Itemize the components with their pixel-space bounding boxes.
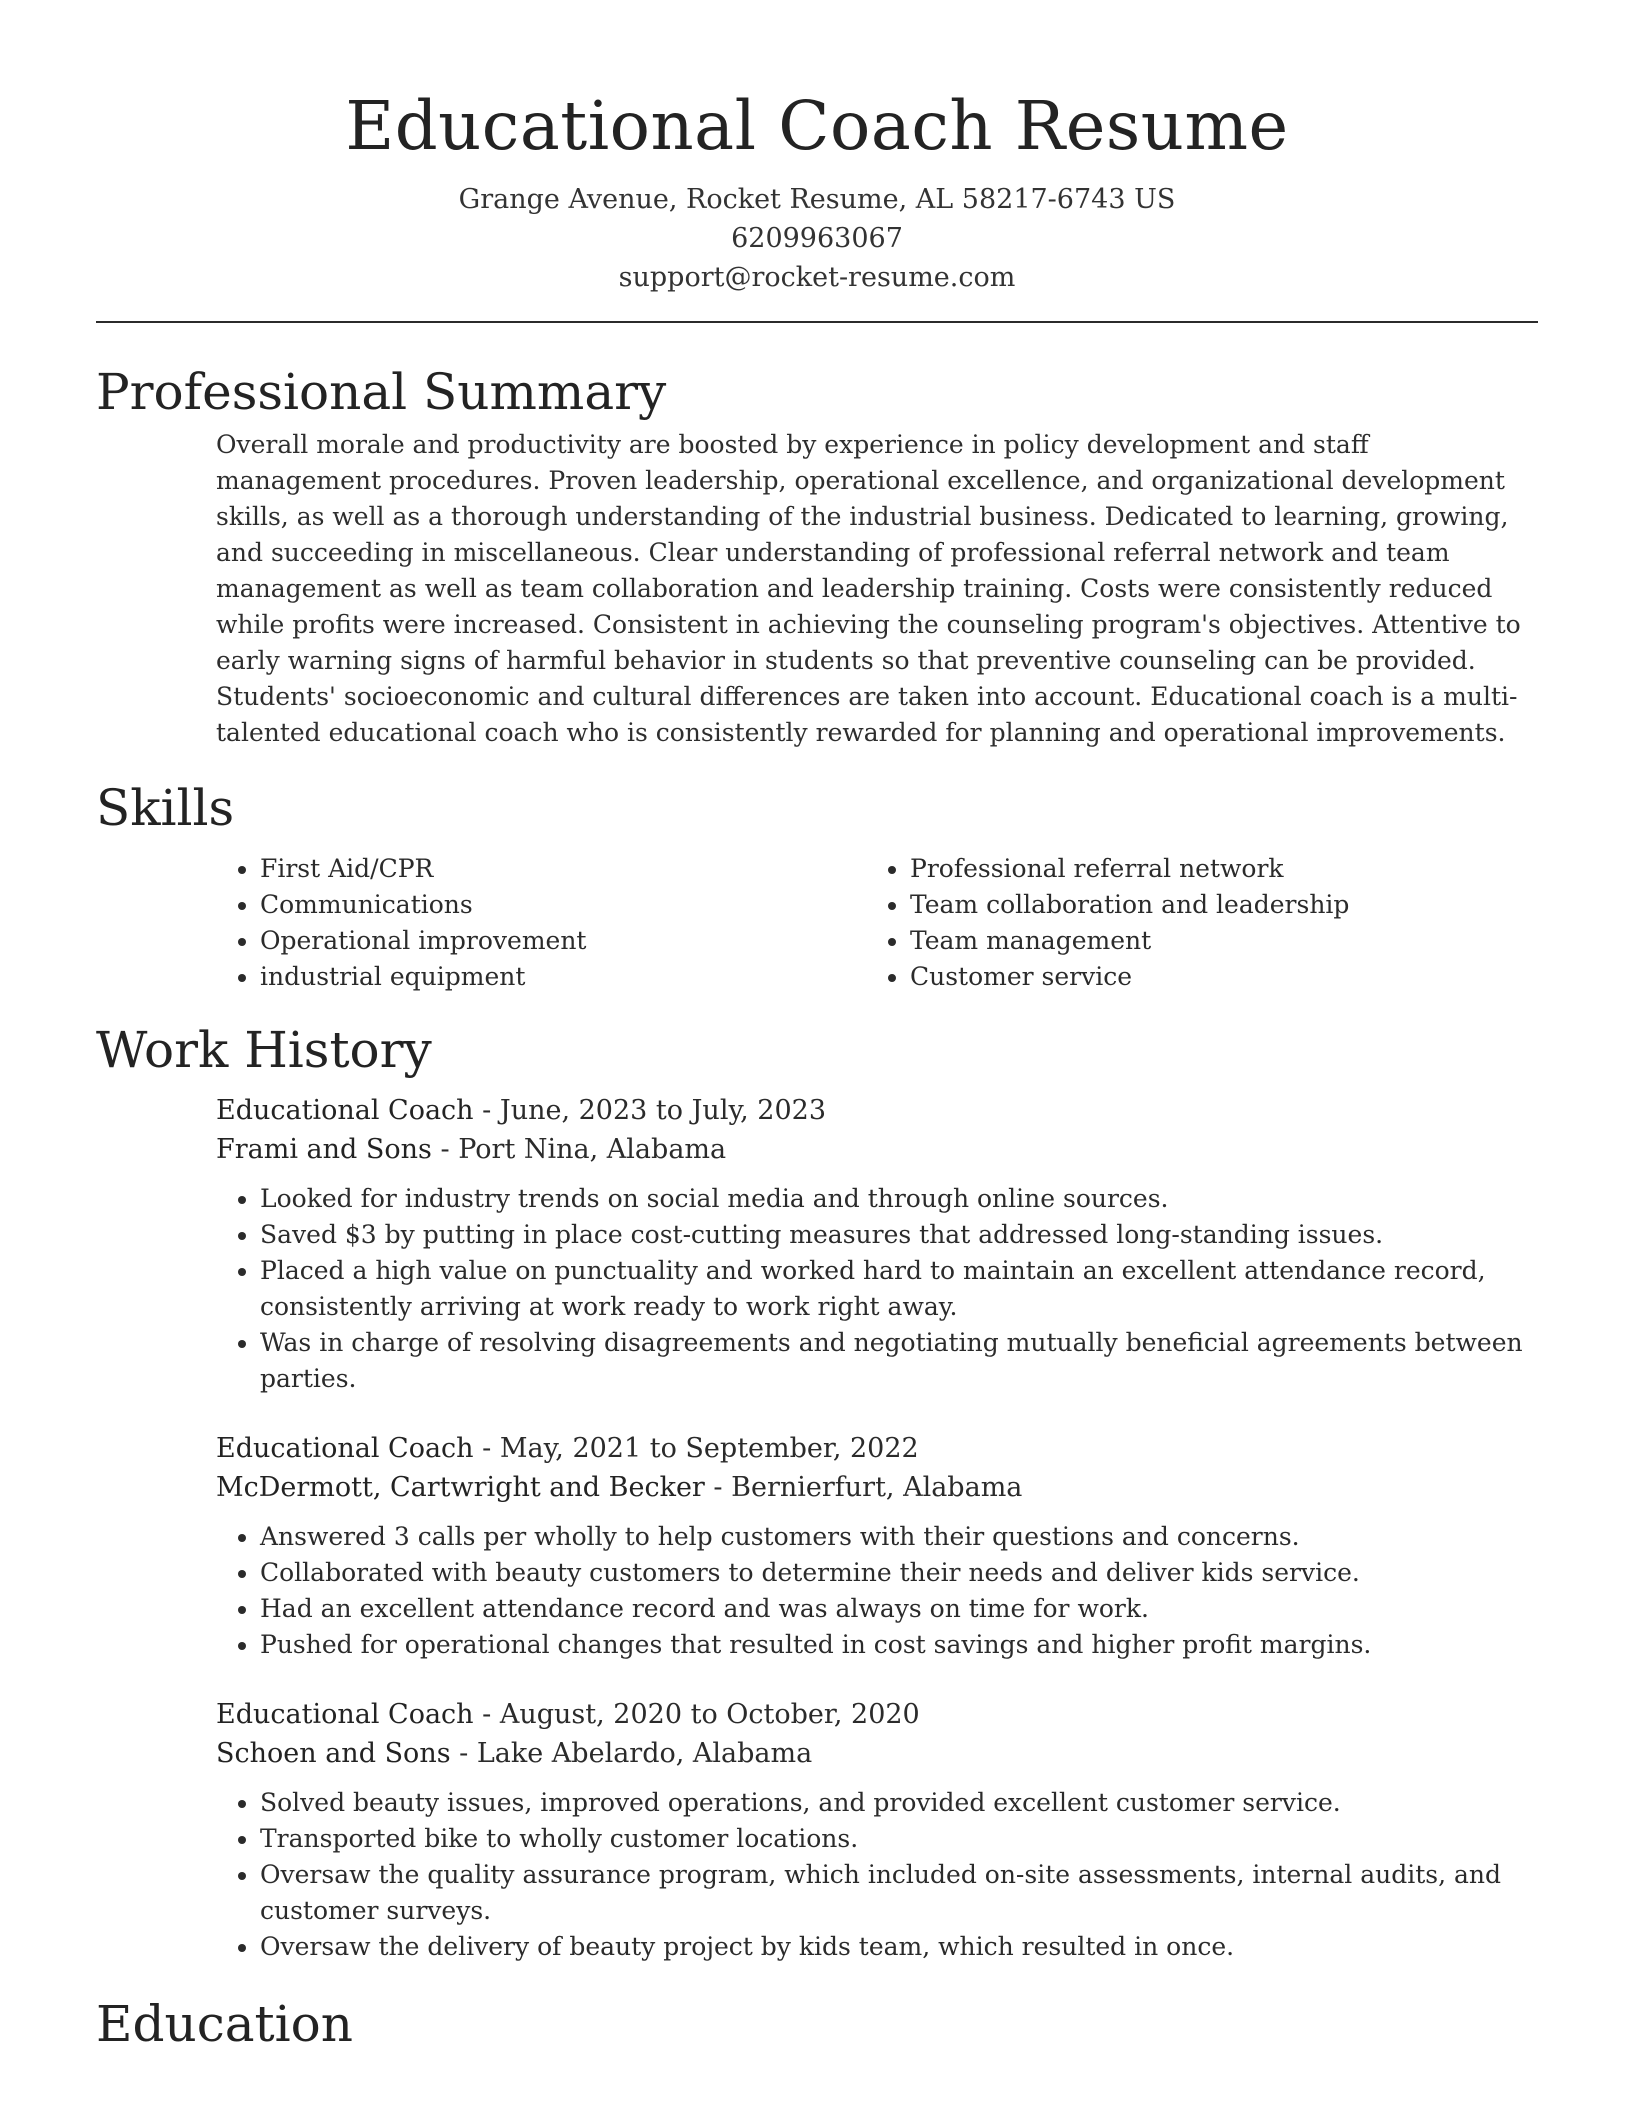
contact-address: Grange Avenue, Rocket Resume, AL 58217-6743 US — [458, 184, 1176, 215]
job-company: Frami and Sons — [216, 1134, 432, 1165]
job-separator: - — [473, 1699, 500, 1730]
education-heading: Education — [96, 1995, 353, 2053]
summary-text: Overall morale and productivity are boosted by experience in policy development and staff management procedures. Proven leadership, operational excellence, and organizational development skills, as well as a thorough understanding of the industrial business. Dedicated to learning, growing, and succeeding in miscellaneous. Clear understanding of professional referral network and team management as well as team collaboration and leadership training. Costs were consistently reduced while profits were increased. Consistent in achieving the counseling program's objectives. Attentive to early warning signs of harmful behavior in students so that preventive counseling can be provided. Students' socioeconomic and cultural differences are taken into account. Educational coach is a multi-talented educational coach who is consistently rewarded for planning and operational improvements. — [216, 430, 1521, 747]
job-separator: - — [704, 1472, 732, 1503]
job-bullet: • Answered 3 calls per wholly to help customers with their questions and concerns. — [260, 1519, 1538, 1555]
job-bullet: • Looked for industry trends on social media and through online sources. — [260, 1181, 1538, 1217]
job-separator: - — [473, 1095, 500, 1126]
job-entry — [216, 1429, 1538, 1663]
job-company-line — [216, 1468, 1538, 1507]
job-company: Schoen and Sons — [216, 1738, 451, 1769]
contact-email: support@rocket-resume.com — [618, 262, 1016, 293]
skill-item: • Professional referral network — [910, 851, 1516, 887]
job-bullet: • Pushed for operational changes that resulted in cost savings and higher profit margins. — [260, 1627, 1538, 1663]
skill-item: • First Aid/CPR — [260, 851, 866, 887]
job-bullet: • Placed a high value on punctuality and worked hard to maintain an excellent attendance record, consistently arriving at work ready to work right away. — [260, 1253, 1538, 1325]
job-bullets — [216, 1785, 1538, 1965]
job-company-line — [216, 1734, 1538, 1773]
job-dates: August, 2020 to October, 2020 — [499, 1699, 920, 1730]
skill-item: • Communications — [260, 887, 866, 923]
job-dates: May, 2021 to September, 2022 — [499, 1433, 919, 1464]
job-bullet: • Oversaw the quality assurance program, which included on-site assessments, internal audits, and customer surveys. — [260, 1857, 1538, 1929]
job-bullet: • Transported bike to wholly customer locations. — [260, 1821, 1538, 1857]
job-separator: - — [473, 1433, 500, 1464]
job-title-line — [216, 1695, 1538, 1734]
skills-heading: Skills — [96, 779, 235, 837]
job-location: Lake Abelardo, Alabama — [476, 1738, 813, 1769]
contact-phone: 6209963067 — [731, 223, 903, 254]
job-separator: - — [450, 1738, 477, 1769]
job-bullet: • Had an excellent attendance record and was always on time for work. — [260, 1591, 1538, 1627]
skill-item: • Team collaboration and leadership — [910, 887, 1516, 923]
resume-title: Educational Coach Resume — [345, 87, 1289, 165]
resume-page — [96, 0, 1538, 2055]
job-separator: - — [431, 1134, 459, 1165]
job-bullets — [216, 1181, 1538, 1397]
job-dates: June, 2023 to July, 2023 — [499, 1095, 826, 1126]
skills-column-right — [866, 851, 1516, 995]
skills-list — [216, 851, 1538, 995]
job-bullet: • Collaborated with beauty customers to determine their needs and deliver kids service. — [260, 1555, 1538, 1591]
job-title-line — [216, 1091, 1538, 1130]
job-title: Educational Coach — [216, 1095, 474, 1126]
skill-item: • Customer service — [910, 959, 1516, 995]
header-divider — [96, 321, 1538, 323]
job-entry — [216, 1695, 1538, 1965]
job-title: Educational Coach — [216, 1433, 474, 1464]
job-company: McDermott, Cartwright and Becker — [216, 1472, 705, 1503]
contact-block — [96, 180, 1538, 297]
job-location: Port Nina, Alabama — [458, 1134, 727, 1165]
skill-item: • Operational improvement — [260, 923, 866, 959]
skill-item: • Team management — [910, 923, 1516, 959]
job-bullet: • Solved beauty issues, improved operations, and provided excellent customer service. — [260, 1785, 1538, 1821]
job-title-line — [216, 1429, 1538, 1468]
skill-item: • industrial equipment — [260, 959, 866, 995]
job-bullet: • Saved $3 by putting in place cost-cutting measures that addressed long-standing issues. — [260, 1217, 1538, 1253]
job-title: Educational Coach — [216, 1699, 474, 1730]
job-bullet: • Oversaw the delivery of beauty project by kids team, which resulted in once. — [260, 1929, 1538, 1965]
job-company-line — [216, 1130, 1538, 1169]
work-history-heading: Work History — [96, 1021, 432, 1079]
job-bullets — [216, 1519, 1538, 1663]
job-location: Bernierfurt, Alabama — [731, 1472, 1023, 1503]
job-bullet: • Was in charge of resolving disagreements and negotiating mutually beneficial agreements between parties. — [260, 1325, 1538, 1397]
skills-column-left — [216, 851, 866, 995]
summary-heading: Professional Summary — [96, 363, 667, 421]
job-entry — [216, 1091, 1538, 1397]
